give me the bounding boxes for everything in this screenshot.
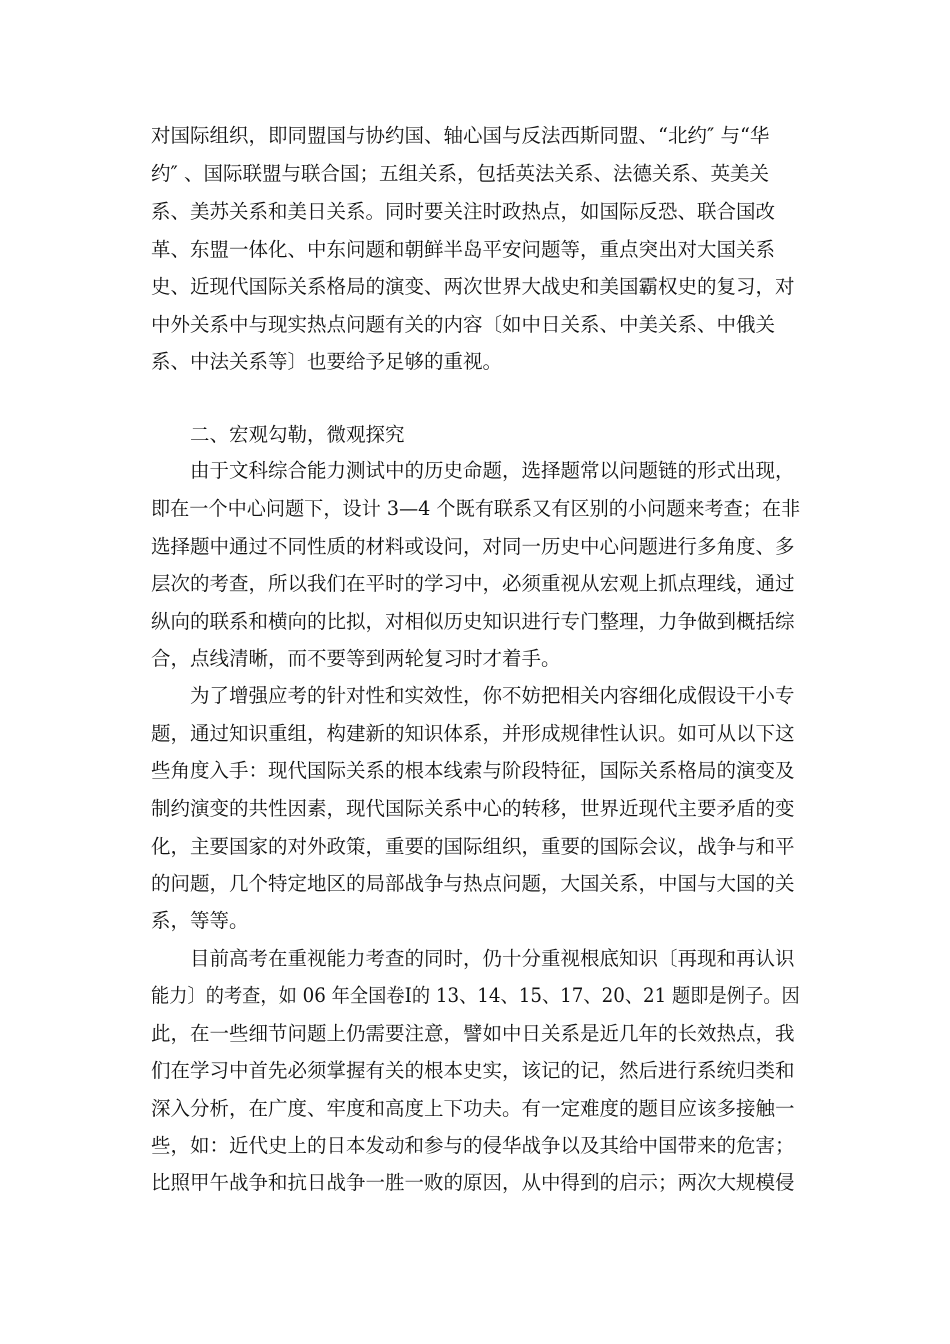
paragraph-first-line: 目前高考在重视能力考查的同时，仍十分重视根底知识〔再现和再认识 xyxy=(190,947,795,970)
paragraph-first-line: 由于文科综合能力测试中的历史命题，选择题常以问题链的形式出现， xyxy=(190,459,795,482)
text-line: 此，在一些细节问题上仍需要注意，譬如中日关系是近几年的长效热点，我 xyxy=(151,1022,795,1045)
text-line: 选择题中通过不同性质的材料或设问，对同一历史中心问题进行多角度、多 xyxy=(151,535,795,558)
text-line: 即在一个中心问题下，设计 3—4 个既有联系又有区别的小问题来考查；在非 xyxy=(151,497,801,520)
text-line: 约″ 、国际联盟与联合国；五组关系，包括英法关系、法德关系、英美关 xyxy=(151,162,769,185)
text-line: 中外关系中与现实热点问题有关的内容〔如中日关系、中美关系、中俄关 xyxy=(151,313,776,336)
text-line: 些角度入手：现代国际关系的根本线索与阶段特征，国际关系格局的演变及 xyxy=(151,759,795,782)
text-line: 深入分析，在广度、牢度和高度上下功夫。有一定难度的题目应该多接触一 xyxy=(151,1097,795,1120)
text-line: 层次的考查，所以我们在平时的学习中，必须重视从宏观上抓点理线，通过 xyxy=(151,572,795,595)
text-line: 能力〕的考查，如 06 年全国卷Ⅰ的 13、14、15、17、20、21 题即是例子。因 xyxy=(151,984,800,1007)
text-line: 们在学习中首先必须掌握有关的根本史实，该记的记，然后进行系统归类和 xyxy=(151,1059,795,1082)
text-line: 些，如：近代史上的日本发动和参与的侵华战争以及其给中国带来的危害； xyxy=(151,1134,795,1157)
text-line: 系、美苏关系和美日关系。同时要关注时政热点，如国际反恐、联合国改 xyxy=(151,200,776,223)
text-line: 系，等等。 xyxy=(151,909,249,932)
paragraph-first-line: 为了增强应考的针对性和实效性，你不妨把相关内容细化成假设干小专 xyxy=(190,684,795,707)
section-heading: 二、宏观勾勒，微观探究 xyxy=(190,423,405,446)
text-line: 史、近现代国际关系格局的演变、两次世界大战史和美国霸权史的复习，对 xyxy=(151,275,795,298)
text-line: 化，主要国家的对外政策，重要的国际组织，重要的国际会议，战争与和平 xyxy=(151,835,795,858)
text-line: 对国际组织，即同盟国与协约国、轴心国与反法西斯同盟、“北约″ 与“华 xyxy=(151,124,770,147)
text-line: 比照甲午战争和抗日战争一胜一败的原因，从中得到的启示；两次大规模侵 xyxy=(151,1171,795,1194)
text-line: 革、东盟一体化、中东问题和朝鲜半岛平安问题等，重点突出对大国关系 xyxy=(151,238,776,261)
text-line: 合，点线清晰，而不要等到两轮复习时才着手。 xyxy=(151,647,561,670)
text-line: 系、中法关系等〕也要给予足够的重视。 xyxy=(151,350,503,373)
text-line: 制约演变的共性因素，现代国际关系中心的转移，世界近现代主要矛盾的变 xyxy=(151,797,795,820)
text-line: 的问题，几个特定地区的局部战争与热点问题，大国关系，中国与大国的关 xyxy=(151,872,795,895)
text-line: 题，通过知识重组，构建新的知识体系，并形成规律性认识。如可从以下这 xyxy=(151,722,795,745)
text-line: 纵向的联系和横向的比拟，对相似历史知识进行专门整理，力争做到概括综 xyxy=(151,610,795,633)
